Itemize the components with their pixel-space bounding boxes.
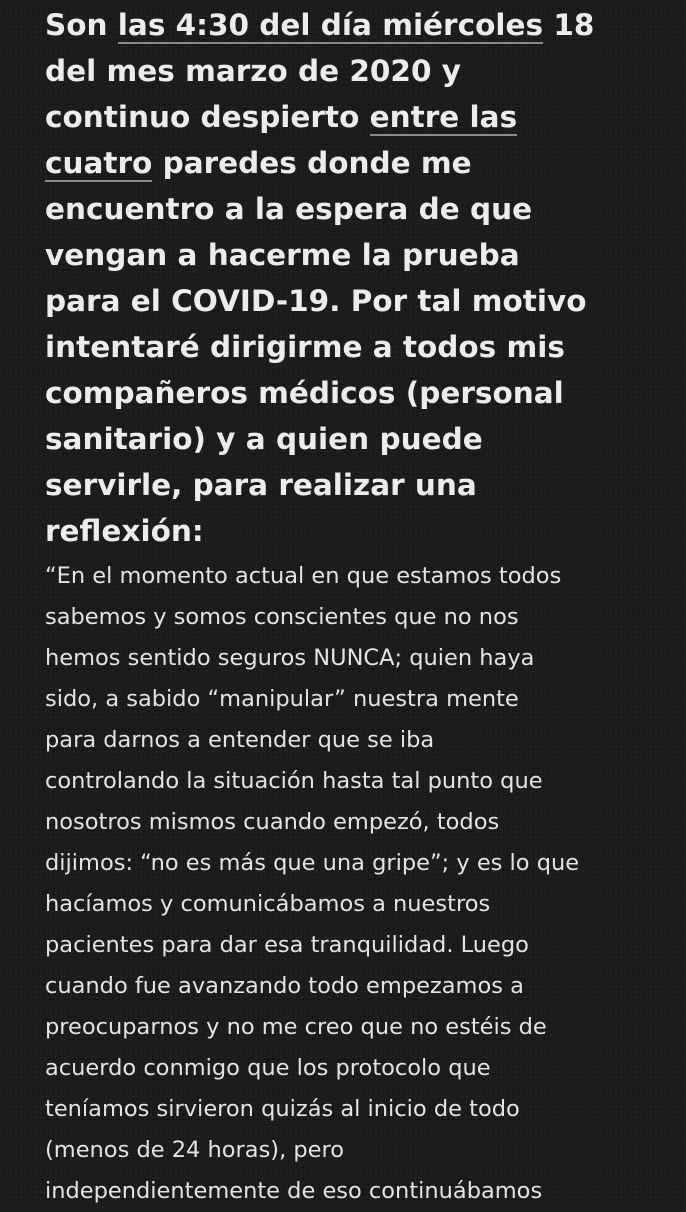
body-line: sabemos y somos conscientes que no nos: [45, 604, 519, 630]
heading-line: encuentro a la espera de que: [45, 192, 533, 226]
body-line: hemos sentido seguros NUNCA; quien haya: [45, 645, 535, 671]
body-line: cuando fue avanzando todo empezamos a: [45, 973, 524, 999]
body-line: acuerdo conmigo que los protocolo que: [45, 1055, 491, 1081]
underlined-text: entre las: [369, 100, 518, 134]
body-line: preocuparnos y no me creo que no estéis de: [45, 1014, 547, 1040]
note-content: [45, 2, 681, 1212]
heading-line: para el COVID-19. Por tal motivo: [45, 284, 587, 318]
body-line: pacientes para dar esa tranquilidad. Luego: [45, 932, 529, 958]
heading-line: vengan a hacerme la prueba: [45, 238, 520, 272]
heading-line: servirle, para realizar una: [45, 468, 477, 502]
body-line: nosotros mismos cuando empezó, todos: [45, 809, 500, 835]
heading-line: sanitario) y a quien puede: [45, 422, 483, 456]
heading-line: reflexión:: [45, 514, 204, 548]
heading-line: compañeros médicos (personal: [45, 376, 564, 410]
heading-line: del mes marzo de 2020 y: [45, 54, 461, 88]
underlined-text: las 4:30 del día miércoles: [117, 8, 544, 42]
heading-line: intentaré dirigirme a todos mis: [45, 330, 565, 364]
heading-line: cuatro paredes donde me: [45, 146, 472, 180]
body-line: independientemente de eso continuábamos: [45, 1178, 543, 1204]
heading-line: continuo despierto entre las: [45, 100, 518, 134]
heading-line: Son las 4:30 del día miércoles 18: [45, 8, 595, 42]
note-body: [45, 556, 681, 1212]
body-line: para darnos a entender que se iba: [45, 727, 435, 753]
body-line: sido, a sabido “manipular” nuestra mente: [45, 686, 519, 712]
body-line: dijimos: “no es más que una gripe”; y es lo que: [45, 850, 580, 876]
body-line: hacíamos y comunicábamos a nuestros: [45, 891, 491, 917]
underlined-text: cuatro: [45, 146, 153, 180]
body-line: teníamos sirvieron quizás al inicio de todo: [45, 1096, 520, 1122]
note-heading: [45, 2, 681, 554]
body-line: (menos de 24 horas), pero: [45, 1137, 345, 1163]
body-line: “En el momento actual en que estamos todos: [45, 563, 562, 589]
body-line: controlando la situación hasta tal punto que: [45, 768, 543, 794]
